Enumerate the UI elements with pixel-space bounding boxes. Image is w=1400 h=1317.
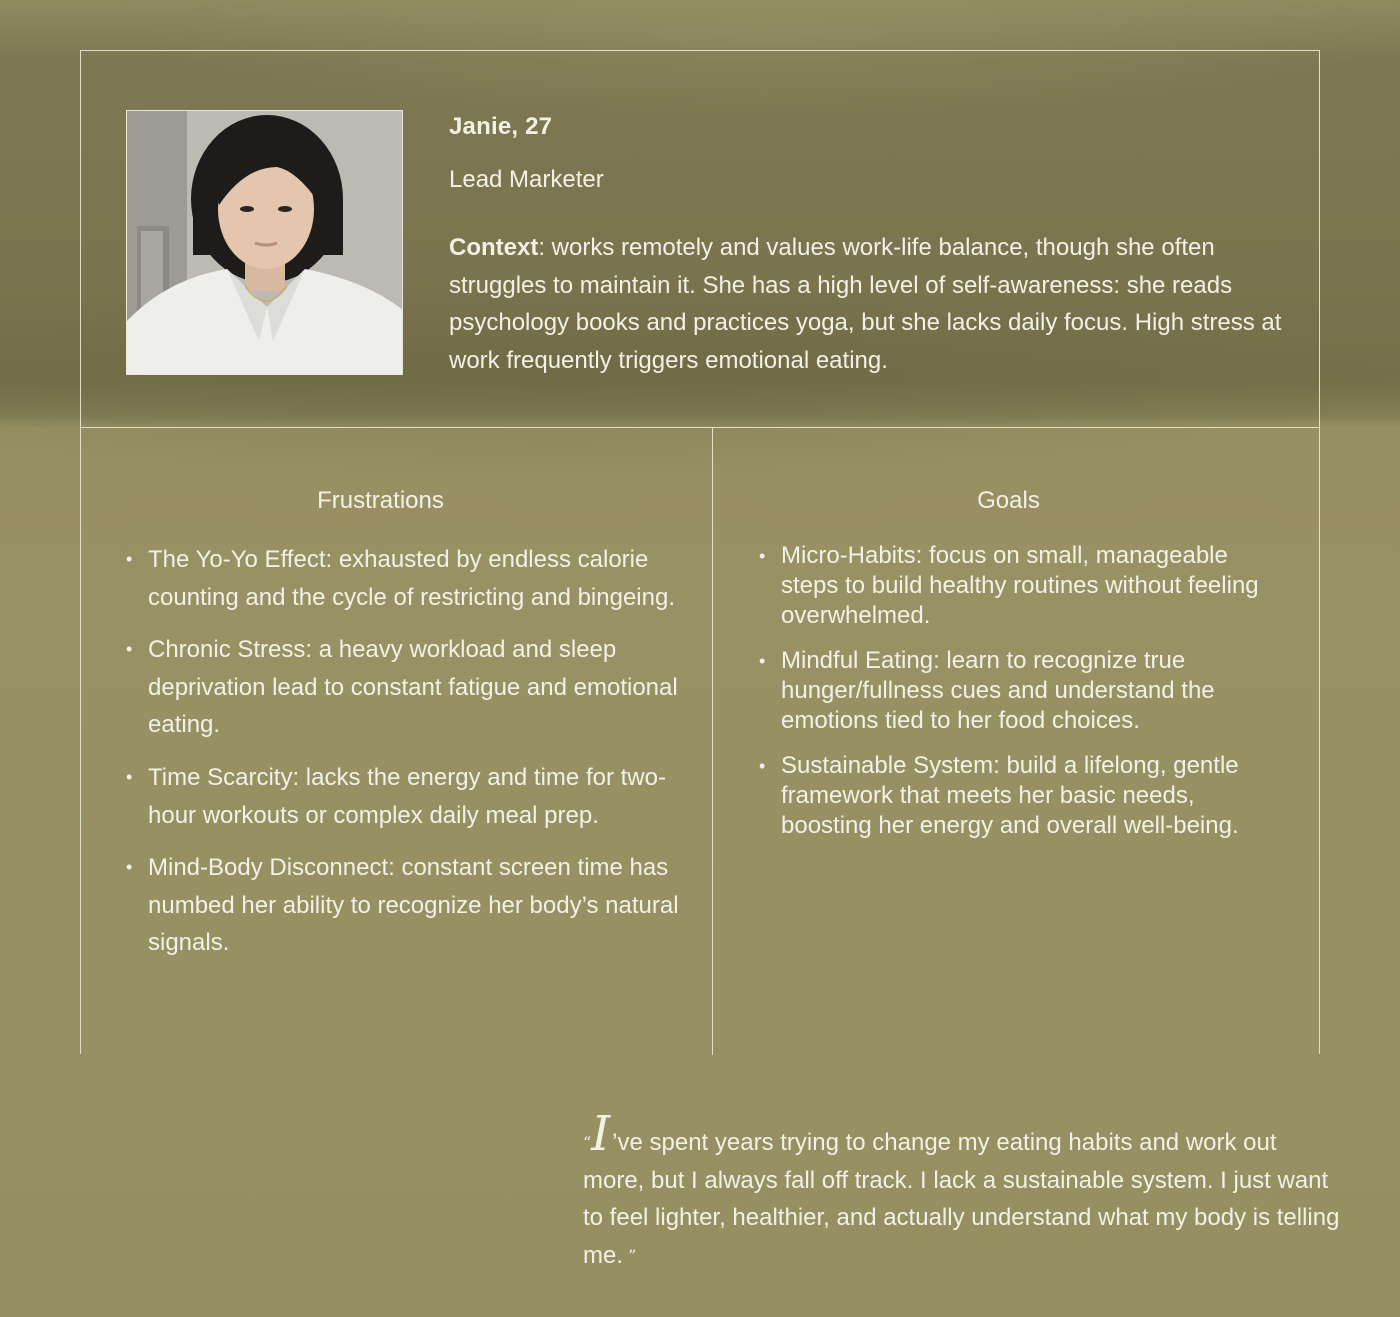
list-item: • Mindful Eating: learn to recognize true hunger/fullness cues and understand the emotions tied to her food choices. (759, 646, 1289, 736)
quote-text: ’ve spent years trying to change my eating habits and work out more, but I always fall off track. I lack a sustainable system. I just want to feel lighter, healthier, and actually understand what my body is telling me. (583, 1129, 1340, 1269)
section-divider-horizontal (81, 427, 1319, 428)
section-divider-vertical (712, 427, 713, 1055)
persona-role: Lead Marketer (449, 166, 604, 193)
persona-context (449, 229, 1289, 379)
frustrations-title: Frustrations (317, 487, 444, 514)
quote-initial: I (591, 1106, 611, 1162)
goals-title: Goals (977, 487, 1040, 514)
quote-close-mark: ” (623, 1245, 637, 1265)
persona-card (80, 50, 1320, 1054)
context-label: Context (449, 234, 539, 261)
list-item: • Sustainable System: build a lifelong, gentle framework that meets her basic needs, boosting her energy and overall well-being. (759, 751, 1289, 841)
list-item: • The Yo-Yo Effect: exhausted by endless calorie counting and the cycle of restricting and bingeing. (126, 541, 686, 616)
goals-list (759, 541, 1289, 856)
context-text: : works remotely and values work-life balance, though she often struggles to maintain it. She has a high level of self-awareness: she reads psychology books and practices yoga, but she lacks daily focus. High stress at work frequently triggers emotional eating. (449, 234, 1282, 374)
frustrations-list (126, 541, 686, 977)
quote-open-mark: “ (583, 1133, 592, 1152)
list-item: • Chronic Stress: a heavy workload and sleep deprivation lead to constant fatigue and emotional eating. (126, 631, 686, 744)
persona-photo (126, 110, 403, 375)
persona-portrait-icon (127, 111, 403, 375)
list-item: • Time Scarcity: lacks the energy and time for two-hour workouts or complex daily meal prep. (126, 759, 686, 834)
list-item: • Mind-Body Disconnect: constant screen time has numbed her ability to recognize her body’s natural signals. (126, 849, 686, 962)
persona-quote (583, 1106, 1343, 1274)
list-item: • Micro-Habits: focus on small, manageable steps to build healthy routines without feeling overwhelmed. (759, 541, 1289, 631)
persona-name: Janie, 27 (449, 113, 553, 140)
